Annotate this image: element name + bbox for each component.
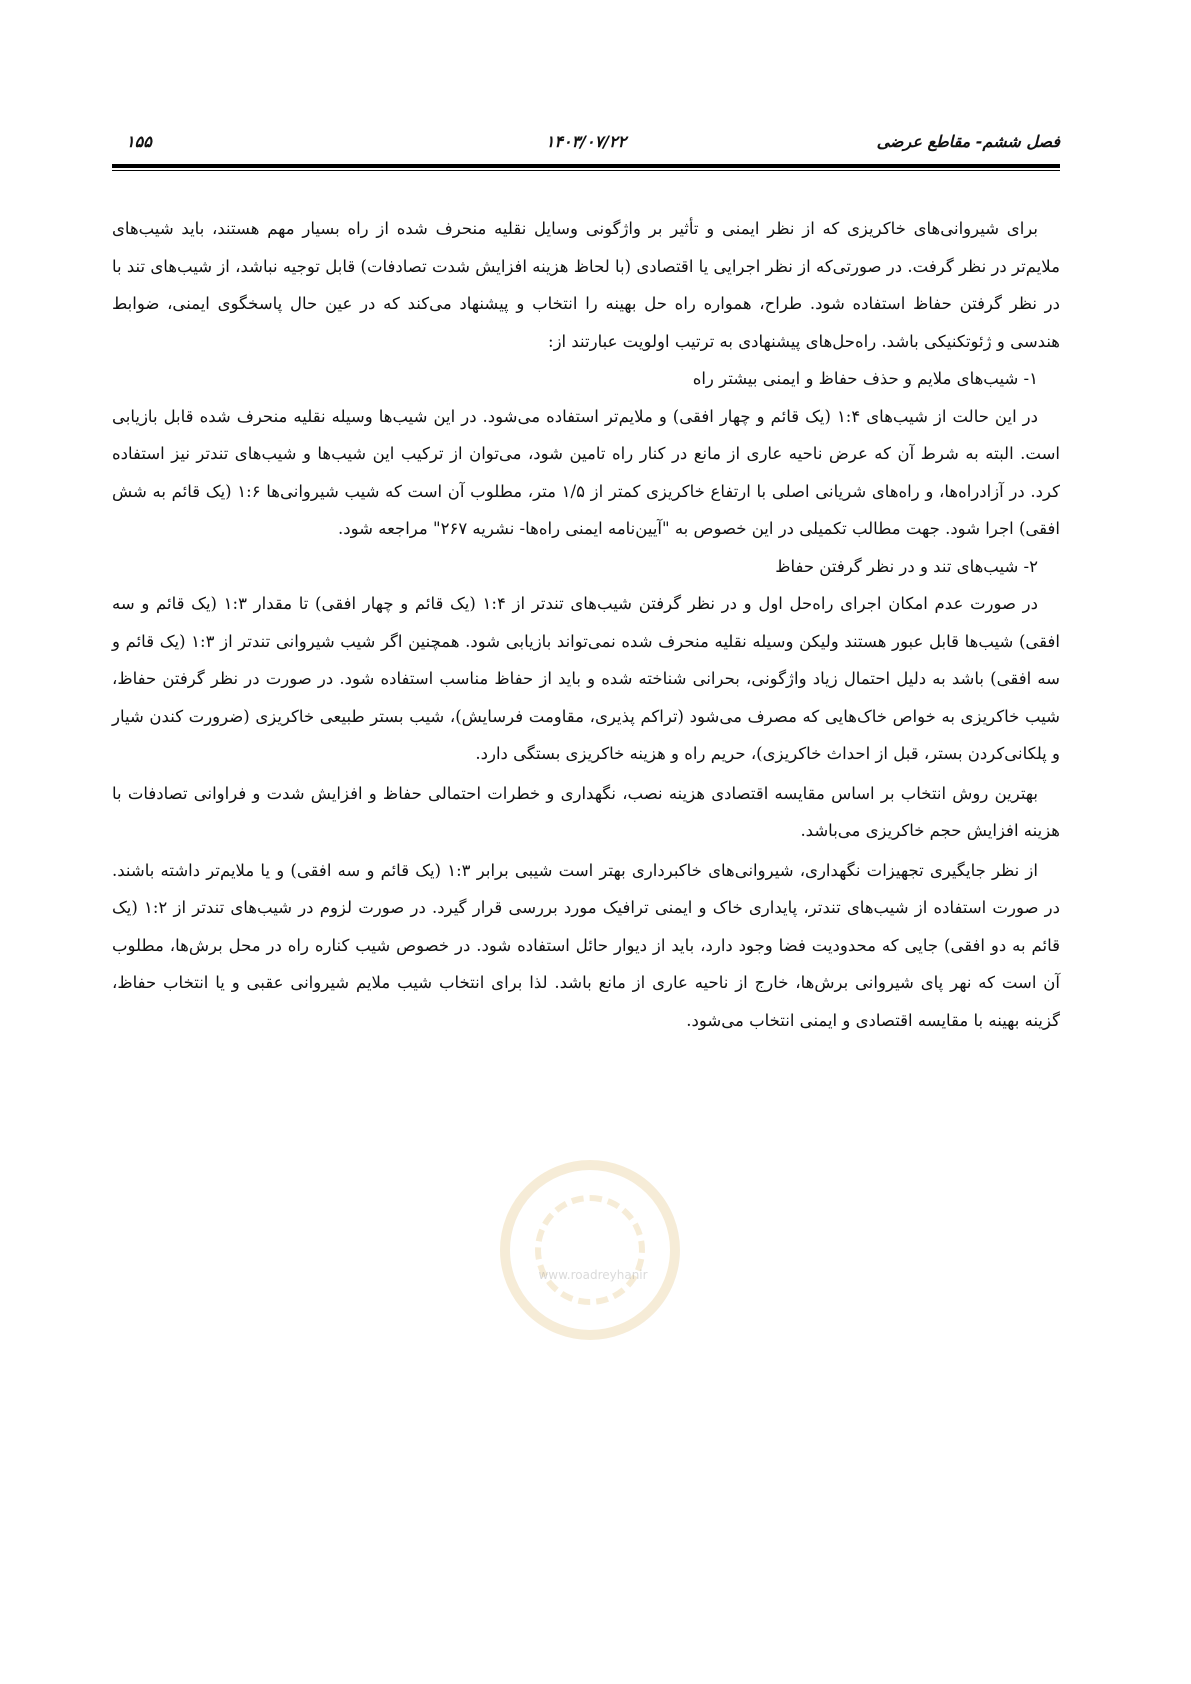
section-heading-2: ۲- شیب‌های تند و در نظر گرفتن حفاظ [775, 556, 1038, 576]
page-header [112, 128, 1060, 158]
page-number: ۱۵۵ [126, 132, 152, 151]
header-rule-thin [112, 170, 1060, 171]
watermark-text: www.roadreyhanir [538, 1268, 648, 1282]
chapter-title: فصل ششم- مقاطع عرضی [876, 132, 1060, 151]
header-rule-thick [112, 164, 1060, 168]
paragraph-steep-slopes: در صورت عدم امکان اجرای راه‌حل اول و در نظر گرفتن شیب‌های تندتر از ۱:۴ (یک قائم و چهار افقی) تا مقدار ۱:۳ (یک قائم و سه افقی) شیب‌ها قابل عبور هستند ولیکن وسیله نقلیه منحرف شده نمی‌تواند بازیابی شود. همچنین اگر شیب شیروانی تندتر از ۱:۳ (یک قائم و سه افقی) باشد به دلیل احتمال زیاد واژگونی، بحرانی شناخته شده و باید از حفاظ مناسب استفاده شود. در صورت در نظر گرفتن حفاظ، شیب خاکریزی به خواص خاک‌هایی که مصرف می‌شود (تراکم پذیری، مقاومت فرسایش)، شیب بستر طبیعی خاکریزی (ضرورت کندن شیار و پلکانی‌کردن بستر، قبل از احداث خاکریزی)، حریم راه و هزینه خاکریزی بستگی دارد. [112, 594, 1060, 763]
header-date: ۱۴۰۳/۰۷/۲۲ [545, 132, 627, 151]
paragraph-cut-slopes: از نظر جایگیری تجهیزات نگهداری، شیروانی‌های خاکبرداری بهتر است شیبی برابر ۱:۳ (یک قائم و سه افقی) و یا ملایم‌تر داشته باشند. در صورت استفاده از شیب‌های تندتر، پایداری خاک و ایمنی ترافیک مورد بررسی قرار گیرد. در صورت لزوم در شیب‌های تندتر از ۱:۲ (یک قائم به دو افقی) جایی که محدودیت فضا وجود دارد، باید از دیوار حائل استفاده شود. در خصوص شیب کناره راه در محل برش‌ها، مطلوب آن است که نهر پای شیروانی برش‌ها، خارج از ناحیه عاری از مانع باشد. لذا برای انتخاب شیب ملایم شیروانی عقبی و یا انتخاب حفاظ، گزینه بهینه با مقایسه اقتصادی و ایمنی انتخاب می‌شود. [112, 860, 1060, 1030]
paragraph-best-method: بهترین روش انتخاب بر اساس مقایسه اقتصادی هزینه نصب، نگهداری و خطرات احتمالی حفاظ و افزایش شدت و فراوانی تصادفات با هزینه افزایش حجم خاکریزی می‌باشد. [112, 783, 1060, 840]
watermark-logo-inner [535, 1195, 645, 1305]
document-body [112, 210, 1060, 1039]
paragraph-gentle-slopes: در این حالت از شیب‌های ۱:۴ (یک قائم و چهار افقی) و ملایم‌تر استفاده می‌شود. در این شیب‌ها وسیله نقلیه منحرف شده قابل بازیابی است. البته به شرط آن که عرض ناحیه عاری از مانع در کنار راه تامین شود، می‌توان از ترکیب این شیب‌ها و شیب‌های تندتر نیز استفاده کرد. در آزادراه‌ها، و راه‌های شریانی اصلی با ارتفاع خاکریزی کمتر از ۱/۵ متر، مطلوب آن است که شیب شیروانی‌ها ۱:۶ (یک قائم به شش افقی) اجرا شود. جهت مطالب تکمیلی در این خصوص به "آیین‌نامه ایمنی راه‌ها- نشریه ۲۶۷" مراجعه شود. [112, 406, 1060, 538]
watermark-logo [500, 1160, 680, 1340]
section-heading-1: ۱- شیب‌های ملایم و حذف حفاظ و ایمنی بیشتر راه [692, 369, 1038, 388]
paragraph-intro: برای شیروانی‌های خاکریزی که از نظر ایمنی و تأثیر بر واژگونی وسایل نقلیه منحرف شده از راه بسیار مهم هستند، باید شیب‌های ملایم‌تر در نظر گرفت. در صورتی‌که از نظر اجرایی یا اقتصادی (با لحاظ هزینه افزایش شدت تصادفات) قابل توجیه نباشد، از شیب‌های تند با در نظر گرفتن حفاظ استفاده شود. طراح، همواره راه حل بهینه را انتخاب و پیشنهاد می‌کند که در عین حال پاسخگوی ایمنی، ضوابط هندسی و ژئوتکنیکی باشد. راه‌حل‌های پیشنهادی به ترتیب اولویت عبارتند از: [112, 219, 1060, 351]
